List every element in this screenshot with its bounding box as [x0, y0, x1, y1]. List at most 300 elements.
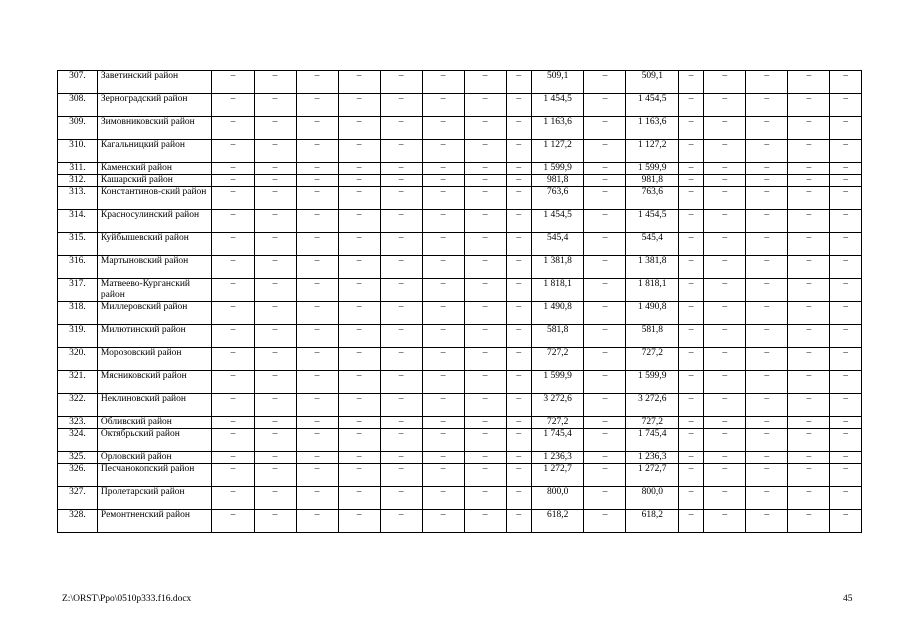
value-cell: –: [788, 256, 830, 279]
value-cell: –: [788, 71, 830, 94]
value-cell: –: [296, 117, 338, 140]
value-cell: 727,2: [531, 417, 584, 429]
value-cell: –: [254, 464, 296, 487]
value-cell: –: [296, 71, 338, 94]
value-cell: –: [788, 417, 830, 429]
value-cell: –: [788, 371, 830, 394]
value-cell: –: [679, 510, 704, 533]
value-cell: –: [296, 487, 338, 510]
value-cell: 1 454,5: [531, 210, 584, 233]
table-row: [58, 371, 862, 394]
value-cell: 1 454,5: [531, 94, 584, 117]
value-cell: –: [584, 452, 626, 464]
value-cell: –: [584, 279, 626, 302]
district-name: Мартыновский район: [97, 256, 212, 279]
value-cell: –: [704, 429, 746, 452]
value-cell: –: [704, 140, 746, 163]
value-cell: –: [830, 163, 862, 175]
value-cell: –: [788, 302, 830, 325]
value-cell: –: [254, 371, 296, 394]
value-cell: –: [338, 163, 380, 175]
value-cell: –: [746, 256, 788, 279]
value-cell: –: [704, 417, 746, 429]
value-cell: –: [422, 117, 464, 140]
value-cell: –: [296, 371, 338, 394]
value-cell: –: [380, 394, 422, 417]
value-cell: –: [704, 464, 746, 487]
row-number: 318.: [58, 302, 98, 325]
value-cell: –: [506, 140, 531, 163]
row-number: 322.: [58, 394, 98, 417]
value-cell: 618,2: [626, 510, 679, 533]
district-name: Красносулинский район: [97, 210, 212, 233]
table-row: [58, 487, 862, 510]
value-cell: –: [296, 394, 338, 417]
value-cell: –: [254, 140, 296, 163]
value-cell: 1 454,5: [626, 210, 679, 233]
value-cell: –: [296, 279, 338, 302]
value-cell: 1 163,6: [531, 117, 584, 140]
value-cell: –: [212, 325, 254, 348]
table-body: [58, 71, 862, 533]
value-cell: –: [830, 210, 862, 233]
value-cell: –: [380, 417, 422, 429]
value-cell: –: [254, 417, 296, 429]
value-cell: –: [679, 175, 704, 187]
value-cell: –: [746, 452, 788, 464]
value-cell: –: [380, 371, 422, 394]
value-cell: –: [254, 487, 296, 510]
value-cell: 1 818,1: [626, 279, 679, 302]
value-cell: –: [584, 163, 626, 175]
value-cell: –: [380, 256, 422, 279]
table-row: [58, 464, 862, 487]
district-name: Морозовский район: [97, 348, 212, 371]
value-cell: –: [338, 233, 380, 256]
value-cell: –: [464, 233, 506, 256]
value-cell: –: [704, 71, 746, 94]
value-cell: –: [788, 429, 830, 452]
value-cell: 509,1: [531, 71, 584, 94]
value-cell: –: [788, 140, 830, 163]
value-cell: –: [422, 71, 464, 94]
row-number: 316.: [58, 256, 98, 279]
value-cell: –: [254, 187, 296, 210]
district-name: Орловский район: [97, 452, 212, 464]
value-cell: –: [746, 417, 788, 429]
table-row: [58, 94, 862, 117]
value-cell: –: [584, 394, 626, 417]
value-cell: –: [704, 510, 746, 533]
value-cell: –: [506, 117, 531, 140]
value-cell: –: [746, 325, 788, 348]
table-row: [58, 279, 862, 302]
value-cell: –: [746, 117, 788, 140]
value-cell: –: [212, 117, 254, 140]
value-cell: –: [254, 163, 296, 175]
value-cell: –: [584, 71, 626, 94]
value-cell: –: [338, 117, 380, 140]
value-cell: –: [584, 429, 626, 452]
row-number: 328.: [58, 510, 98, 533]
value-cell: –: [679, 394, 704, 417]
value-cell: –: [584, 417, 626, 429]
value-cell: 1 599,9: [626, 371, 679, 394]
value-cell: –: [296, 325, 338, 348]
value-cell: 581,8: [626, 325, 679, 348]
value-cell: –: [212, 94, 254, 117]
value-cell: –: [338, 71, 380, 94]
district-name: Ремонтненский район: [97, 510, 212, 533]
value-cell: –: [830, 94, 862, 117]
value-cell: –: [296, 256, 338, 279]
value-cell: –: [296, 510, 338, 533]
value-cell: 581,8: [531, 325, 584, 348]
value-cell: –: [338, 279, 380, 302]
value-cell: –: [380, 117, 422, 140]
value-cell: –: [296, 302, 338, 325]
value-cell: –: [212, 510, 254, 533]
value-cell: –: [338, 510, 380, 533]
value-cell: –: [380, 302, 422, 325]
value-cell: –: [830, 510, 862, 533]
district-name: Обливский район: [97, 417, 212, 429]
value-cell: –: [788, 348, 830, 371]
value-cell: –: [338, 187, 380, 210]
row-number: 323.: [58, 417, 98, 429]
value-cell: –: [830, 429, 862, 452]
district-name: Неклиновский район: [97, 394, 212, 417]
table-row: [58, 348, 862, 371]
value-cell: –: [679, 371, 704, 394]
value-cell: 1 745,4: [531, 429, 584, 452]
value-cell: –: [830, 464, 862, 487]
value-cell: –: [212, 175, 254, 187]
value-cell: –: [464, 256, 506, 279]
value-cell: –: [830, 452, 862, 464]
value-cell: –: [704, 256, 746, 279]
value-cell: –: [422, 94, 464, 117]
value-cell: 509,1: [626, 71, 679, 94]
value-cell: –: [338, 371, 380, 394]
value-cell: –: [212, 140, 254, 163]
row-number: 321.: [58, 371, 98, 394]
value-cell: –: [746, 175, 788, 187]
value-cell: –: [704, 487, 746, 510]
row-number: 310.: [58, 140, 98, 163]
value-cell: –: [422, 210, 464, 233]
value-cell: –: [338, 140, 380, 163]
value-cell: –: [704, 187, 746, 210]
value-cell: –: [422, 429, 464, 452]
value-cell: –: [254, 394, 296, 417]
value-cell: –: [788, 210, 830, 233]
value-cell: –: [679, 117, 704, 140]
value-cell: 763,6: [626, 187, 679, 210]
value-cell: –: [506, 325, 531, 348]
value-cell: –: [422, 348, 464, 371]
value-cell: –: [464, 175, 506, 187]
value-cell: –: [422, 140, 464, 163]
value-cell: –: [212, 163, 254, 175]
district-name: Октябрьский район: [97, 429, 212, 452]
value-cell: –: [679, 487, 704, 510]
value-cell: –: [704, 210, 746, 233]
value-cell: –: [212, 487, 254, 510]
value-cell: –: [422, 452, 464, 464]
value-cell: –: [506, 394, 531, 417]
value-cell: –: [338, 348, 380, 371]
value-cell: –: [464, 187, 506, 210]
row-number: 315.: [58, 233, 98, 256]
value-cell: –: [506, 71, 531, 94]
footer-file-path: Z:\ORST\Ppo\0510p333.f16.docx: [62, 594, 192, 604]
value-cell: –: [338, 487, 380, 510]
value-cell: –: [506, 279, 531, 302]
value-cell: –: [338, 175, 380, 187]
row-number: 327.: [58, 487, 98, 510]
value-cell: –: [212, 233, 254, 256]
value-cell: –: [422, 417, 464, 429]
value-cell: –: [788, 464, 830, 487]
value-cell: –: [788, 175, 830, 187]
row-number: 307.: [58, 71, 98, 94]
district-name: Заветинский район: [97, 71, 212, 94]
value-cell: –: [380, 464, 422, 487]
value-cell: 800,0: [531, 487, 584, 510]
value-cell: –: [212, 256, 254, 279]
table-row: [58, 429, 862, 452]
value-cell: –: [296, 452, 338, 464]
value-cell: –: [584, 325, 626, 348]
value-cell: –: [464, 117, 506, 140]
value-cell: –: [422, 175, 464, 187]
value-cell: –: [380, 163, 422, 175]
value-cell: –: [212, 187, 254, 210]
district-name: Песчанокопский район: [97, 464, 212, 487]
value-cell: –: [422, 187, 464, 210]
value-cell: –: [788, 394, 830, 417]
row-number: 312.: [58, 175, 98, 187]
value-cell: –: [788, 233, 830, 256]
value-cell: –: [338, 210, 380, 233]
value-cell: –: [338, 325, 380, 348]
value-cell: –: [506, 429, 531, 452]
value-cell: –: [212, 302, 254, 325]
value-cell: –: [830, 348, 862, 371]
value-cell: –: [746, 371, 788, 394]
value-cell: –: [584, 256, 626, 279]
value-cell: –: [254, 279, 296, 302]
value-cell: –: [380, 175, 422, 187]
value-cell: –: [212, 371, 254, 394]
value-cell: –: [746, 510, 788, 533]
table-row: [58, 140, 862, 163]
data-table: [57, 70, 862, 533]
value-cell: –: [464, 163, 506, 175]
district-name: Милютинский район: [97, 325, 212, 348]
value-cell: –: [464, 394, 506, 417]
row-number: 309.: [58, 117, 98, 140]
district-name: Пролетарский район: [97, 487, 212, 510]
value-cell: –: [422, 302, 464, 325]
value-cell: –: [679, 348, 704, 371]
value-cell: –: [584, 302, 626, 325]
value-cell: –: [338, 94, 380, 117]
table-row: [58, 394, 862, 417]
value-cell: –: [296, 210, 338, 233]
value-cell: –: [584, 464, 626, 487]
value-cell: 1 818,1: [531, 279, 584, 302]
value-cell: –: [830, 117, 862, 140]
value-cell: –: [506, 210, 531, 233]
table-row: [58, 510, 862, 533]
value-cell: –: [584, 510, 626, 533]
value-cell: –: [704, 371, 746, 394]
value-cell: –: [464, 452, 506, 464]
value-cell: –: [254, 71, 296, 94]
value-cell: –: [254, 175, 296, 187]
value-cell: –: [338, 394, 380, 417]
value-cell: –: [254, 117, 296, 140]
value-cell: –: [296, 94, 338, 117]
value-cell: –: [212, 452, 254, 464]
value-cell: –: [679, 94, 704, 117]
value-cell: –: [830, 302, 862, 325]
value-cell: –: [212, 464, 254, 487]
value-cell: –: [380, 210, 422, 233]
row-number: 324.: [58, 429, 98, 452]
value-cell: 727,2: [626, 348, 679, 371]
value-cell: 1 381,8: [626, 256, 679, 279]
row-number: 319.: [58, 325, 98, 348]
value-cell: 1 272,7: [531, 464, 584, 487]
value-cell: –: [422, 464, 464, 487]
value-cell: –: [380, 487, 422, 510]
value-cell: –: [506, 187, 531, 210]
table-row: [58, 71, 862, 94]
value-cell: –: [380, 429, 422, 452]
value-cell: –: [788, 510, 830, 533]
value-cell: 1 127,2: [531, 140, 584, 163]
table-row: [58, 175, 862, 187]
value-cell: –: [830, 233, 862, 256]
value-cell: –: [746, 394, 788, 417]
value-cell: –: [212, 348, 254, 371]
value-cell: –: [679, 325, 704, 348]
table-row: [58, 302, 862, 325]
value-cell: –: [746, 279, 788, 302]
table-row: [58, 187, 862, 210]
value-cell: –: [296, 417, 338, 429]
row-number: 320.: [58, 348, 98, 371]
value-cell: 727,2: [531, 348, 584, 371]
row-number: 326.: [58, 464, 98, 487]
value-cell: –: [464, 302, 506, 325]
value-cell: –: [296, 140, 338, 163]
value-cell: –: [506, 233, 531, 256]
value-cell: –: [254, 256, 296, 279]
value-cell: –: [704, 325, 746, 348]
value-cell: –: [746, 163, 788, 175]
value-cell: –: [380, 348, 422, 371]
value-cell: 1 599,9: [531, 163, 584, 175]
value-cell: –: [254, 210, 296, 233]
value-cell: –: [679, 417, 704, 429]
value-cell: –: [464, 429, 506, 452]
value-cell: –: [830, 175, 862, 187]
value-cell: –: [506, 302, 531, 325]
value-cell: –: [679, 163, 704, 175]
value-cell: –: [296, 429, 338, 452]
value-cell: –: [464, 348, 506, 371]
value-cell: –: [254, 429, 296, 452]
value-cell: –: [746, 94, 788, 117]
value-cell: 1 236,3: [626, 452, 679, 464]
value-cell: –: [788, 163, 830, 175]
value-cell: –: [212, 71, 254, 94]
value-cell: –: [679, 302, 704, 325]
value-cell: –: [464, 510, 506, 533]
value-cell: –: [464, 140, 506, 163]
value-cell: –: [422, 233, 464, 256]
value-cell: 1 454,5: [626, 94, 679, 117]
value-cell: –: [584, 175, 626, 187]
value-cell: –: [788, 94, 830, 117]
value-cell: –: [584, 210, 626, 233]
value-cell: –: [788, 279, 830, 302]
value-cell: –: [422, 394, 464, 417]
value-cell: –: [830, 487, 862, 510]
value-cell: –: [679, 187, 704, 210]
value-cell: 1 272,7: [626, 464, 679, 487]
value-cell: –: [506, 94, 531, 117]
value-cell: –: [464, 417, 506, 429]
value-cell: –: [746, 302, 788, 325]
value-cell: –: [584, 117, 626, 140]
value-cell: 1 127,2: [626, 140, 679, 163]
value-cell: –: [830, 325, 862, 348]
value-cell: –: [254, 94, 296, 117]
value-cell: –: [422, 510, 464, 533]
value-cell: –: [380, 510, 422, 533]
value-cell: –: [464, 325, 506, 348]
value-cell: 545,4: [531, 233, 584, 256]
value-cell: –: [746, 429, 788, 452]
value-cell: –: [830, 71, 862, 94]
value-cell: –: [788, 325, 830, 348]
value-cell: –: [464, 279, 506, 302]
page-number: 45: [843, 594, 853, 604]
value-cell: –: [380, 140, 422, 163]
row-number: 325.: [58, 452, 98, 464]
value-cell: –: [338, 302, 380, 325]
value-cell: 1 745,4: [626, 429, 679, 452]
value-cell: –: [704, 302, 746, 325]
district-name: Миллеровский район: [97, 302, 212, 325]
value-cell: –: [584, 371, 626, 394]
value-cell: –: [338, 417, 380, 429]
value-cell: –: [830, 279, 862, 302]
value-cell: –: [422, 279, 464, 302]
table-row: [58, 163, 862, 175]
value-cell: –: [380, 71, 422, 94]
value-cell: –: [584, 187, 626, 210]
value-cell: –: [464, 71, 506, 94]
value-cell: 1 599,9: [626, 163, 679, 175]
value-cell: –: [380, 94, 422, 117]
value-cell: –: [584, 487, 626, 510]
